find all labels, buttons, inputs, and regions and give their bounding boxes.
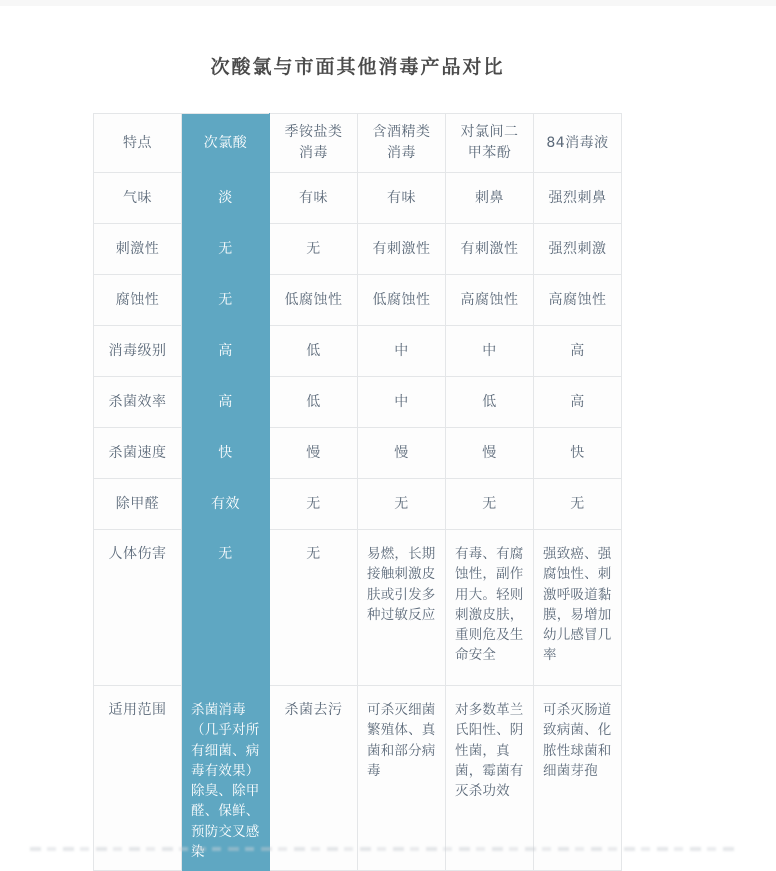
row-odor [94,173,622,224]
row-label: 刺激性 [94,224,182,275]
table-cell: 无 [182,224,270,275]
column-header-hypochlorous-acid: 次氯酸 [182,114,270,173]
table-cell: 强烈刺鼻 [534,173,622,224]
row-disinfection-level [94,326,622,377]
table-cell: 低腐蚀性 [358,275,446,326]
row-label: 杀菌效率 [94,377,182,428]
table-cell: 易燃，长期接触刺激皮肤或引发多种过敏反应 [358,530,446,686]
table-cell: 有味 [358,173,446,224]
row-sterilization-efficiency [94,377,622,428]
table-cell: 强烈刺激 [534,224,622,275]
table-cell: 有毒、有腐蚀性，副作用大。轻则刺激皮肤，重则危及生命安全 [446,530,534,686]
table-cell: 快 [182,428,270,479]
table-header-row [94,114,622,173]
table-cell: 可杀灭肠道致病菌、化脓性球菌和细菌芽孢 [534,686,622,871]
row-irritation [94,224,622,275]
table-cell: 刺鼻 [446,173,534,224]
table-cell: 强致癌、强腐蚀性、刺激呼吸道黏膜，易增加幼儿感冒几率 [534,530,622,686]
table-cell: 低 [270,377,358,428]
row-sterilization-speed [94,428,622,479]
table-cell: 有味 [270,173,358,224]
table-cell: 杀菌去污 [270,686,358,871]
table-cell: 无 [270,530,358,686]
table-cell: 无 [270,479,358,530]
column-header-quaternary-ammonium: 季铵盐类消毒 [270,114,358,173]
row-label: 消毒级别 [94,326,182,377]
table-cell: 可杀灭细菌繁殖体、真菌和部分病毒 [358,686,446,871]
table-cell: 有刺激性 [358,224,446,275]
table-cell: 无 [182,275,270,326]
row-application-scope [94,686,622,871]
table-cell: 高 [182,377,270,428]
row-corrosiveness [94,275,622,326]
row-formaldehyde-removal [94,479,622,530]
table-cell: 无 [446,479,534,530]
table-cell: 慢 [446,428,534,479]
cutoff-content-strip [30,847,736,851]
column-header-84-disinfectant: 84消毒液 [534,114,622,173]
column-header-chloroxylenol: 对氯间二甲苯酚 [446,114,534,173]
row-label: 气味 [94,173,182,224]
column-header-feature: 特点 [94,114,182,173]
row-label: 适用范围 [94,686,182,871]
table-cell: 淡 [182,173,270,224]
table-cell: 杀菌消毒（几乎对所有细菌、病毒有效果）除臭、除甲醛、保鲜、预防交叉感染 [182,686,270,871]
row-human-harm [94,530,622,686]
table-cell: 无 [270,224,358,275]
table-cell: 对多数革兰氏阳性、阴性菌，真菌，霉菌有灭杀功效 [446,686,534,871]
row-label: 杀菌速度 [94,428,182,479]
table-cell: 高 [182,326,270,377]
table-cell: 无 [534,479,622,530]
table-cell: 中 [358,326,446,377]
table-cell: 快 [534,428,622,479]
table-cell: 慢 [270,428,358,479]
table-cell: 中 [446,326,534,377]
table-cell: 低 [270,326,358,377]
page-title: 次酸氯与市面其他消毒产品对比 [210,56,505,78]
table-cell: 无 [182,530,270,686]
table-cell: 高 [534,326,622,377]
table-cell: 慢 [358,428,446,479]
column-header-alcohol-based: 含酒精类消毒 [358,114,446,173]
table-cell: 有刺激性 [446,224,534,275]
table-cell: 高 [534,377,622,428]
row-label: 腐蚀性 [94,275,182,326]
table-cell: 中 [358,377,446,428]
table-cell: 低腐蚀性 [270,275,358,326]
top-edge-strip [0,0,776,6]
table-cell: 无 [358,479,446,530]
row-label: 人体伤害 [94,530,182,686]
table-cell: 高腐蚀性 [534,275,622,326]
table-cell: 低 [446,377,534,428]
table-cell: 高腐蚀性 [446,275,534,326]
table-cell: 有效 [182,479,270,530]
row-label: 除甲醛 [94,479,182,530]
disinfectant-comparison-table [93,113,622,871]
